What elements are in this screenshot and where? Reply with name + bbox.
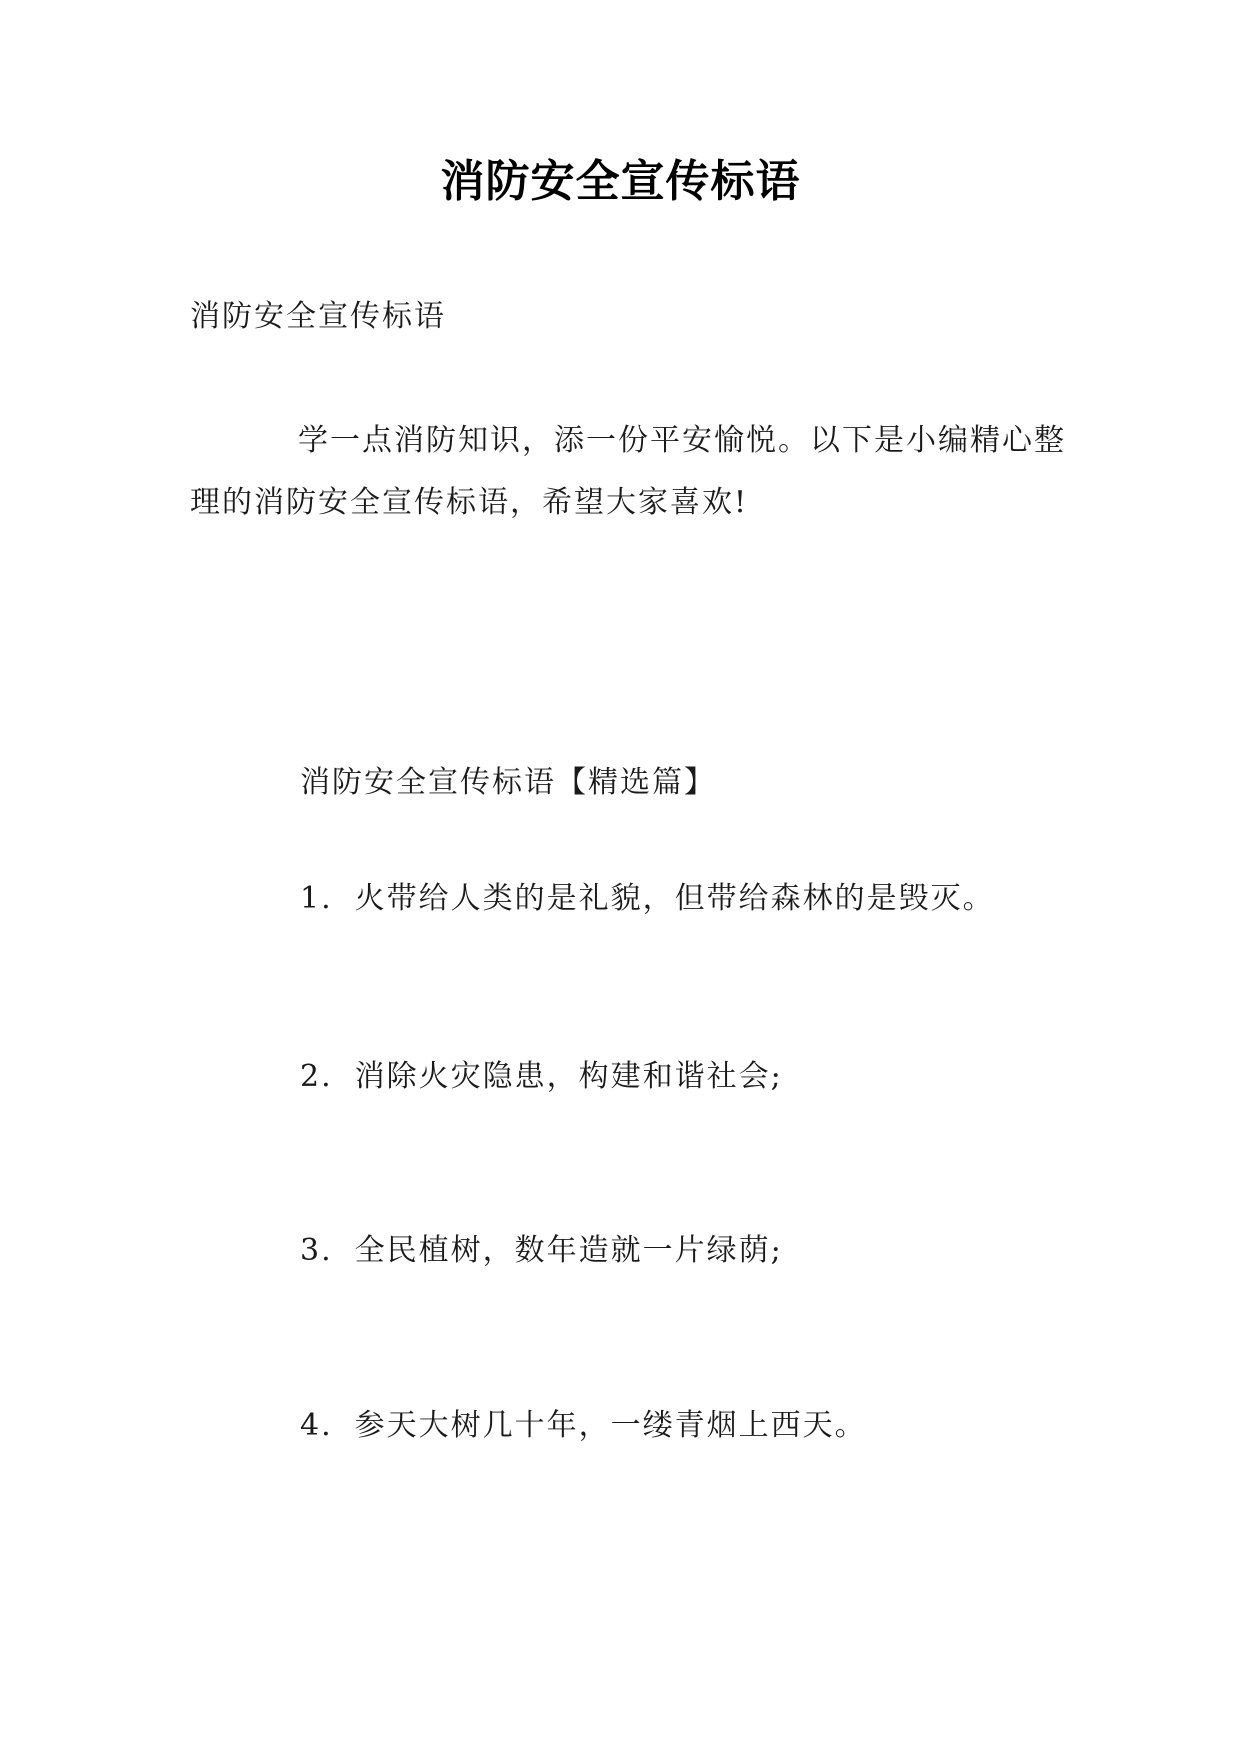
- slogan-number: 4.: [300, 1408, 333, 1443]
- slogan-text: 全民植树，数年造就一片绿荫;: [354, 1233, 783, 1268]
- document-subtitle: 消防安全宣传标语: [190, 299, 446, 334]
- slogan-text: 消除火灾隐患，构建和谐社会;: [354, 1059, 783, 1094]
- slogan-item: [300, 1230, 783, 1272]
- slogan-text: 火带给人类的是礼貌，但带给森林的是毁灭。: [354, 881, 995, 916]
- slogan-number: 1.: [300, 881, 333, 916]
- slogan-text: 参天大树几十年，一缕青烟上西天。: [354, 1408, 867, 1443]
- slogan-number: 3.: [300, 1233, 333, 1268]
- slogan-item: [300, 878, 995, 920]
- slogan-item: [300, 1056, 783, 1098]
- intro-paragraph: 学一点消防知识，添一份平安愉悦。以下是小编精心整理的消防安全宣传标语，希望大家喜欢!: [190, 423, 1066, 520]
- slogan-item: [300, 1405, 867, 1447]
- page-title: 消防安全宣传标语: [440, 156, 801, 207]
- slogan-number: 2.: [300, 1059, 333, 1094]
- section-heading: 消防安全宣传标语【精选篇】: [300, 765, 716, 800]
